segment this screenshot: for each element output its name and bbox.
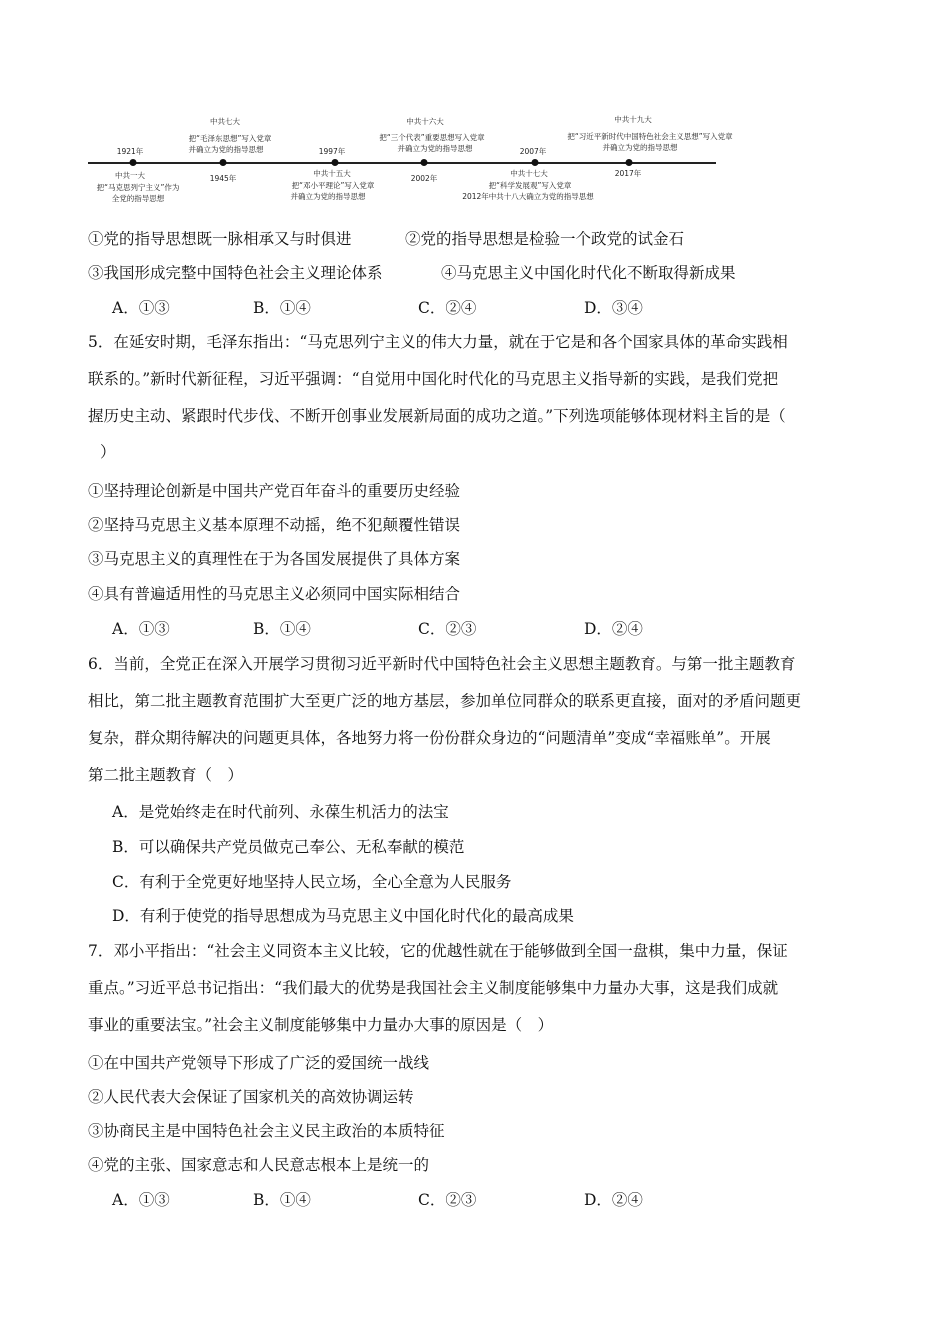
timeline-desc: 把“毛泽东思想”写入党章	[188, 134, 272, 143]
q4-option-c[interactable]: C．②④	[418, 299, 477, 317]
timeline-dot-1921	[130, 159, 137, 166]
q7-option-c[interactable]: C．②③	[418, 1191, 477, 1209]
q4-statement-3: ③我国形成完整中国特色社会主义理论体系	[88, 264, 383, 282]
q7-option-d[interactable]: D．②④	[584, 1191, 643, 1209]
timeline-desc: 把“邓小平理论”写入党章	[291, 181, 375, 190]
timeline-desc: 2012年中共十八大确立为党的指导思想	[462, 192, 594, 201]
q5-option-c[interactable]: C．②③	[418, 620, 477, 638]
q4-option-a[interactable]: A．①③	[112, 299, 170, 317]
q5-statement-4: ④具有普遍适用性的马克思主义必须同中国实际相结合	[88, 585, 461, 603]
timeline-congress: 中共十九大	[614, 115, 652, 124]
timeline-congress: 中共七大	[210, 117, 240, 126]
q4-statement-2: ②党的指导思想是检验一个政党的试金石	[405, 230, 685, 248]
q4-statement-4: ④马克思主义中国化时代化不断取得新成果	[441, 264, 736, 282]
q6-stem-line: 第二批主题教育（ ）	[88, 766, 244, 784]
timeline-dot-2007	[532, 159, 539, 166]
timeline-desc: 把“马克思列宁主义”作为	[96, 183, 180, 192]
q6-stem-line: 6．当前，全党正在深入开展学习贯彻习近平新时代中国特色社会主义思想主题教育。与第一批主题教育	[88, 655, 796, 673]
timeline-year: 2007年	[519, 147, 547, 156]
q5-option-b[interactable]: B．①④	[253, 620, 311, 638]
timeline-desc: 并确立为党的指导思想	[397, 144, 473, 153]
q7-statement-1: ①在中国共产党领导下形成了广泛的爱国统一战线	[88, 1054, 430, 1072]
timeline-figure	[0, 0, 950, 215]
q6-option-b[interactable]: B．可以确保共产党员做克己奉公、无私奉献的模范	[112, 838, 465, 856]
q7-stem-line: 事业的重要法宝。”社会主义制度能够集中力量办大事的原因是（ ）	[88, 1016, 554, 1034]
q6-stem-line: 相比，第二批主题教育范围扩大至更广泛的地方基层，参加单位同群众的联系更直接，面对的矛盾问题更	[88, 692, 802, 710]
timeline-axis	[88, 162, 716, 164]
timeline-desc: 并确立为党的指导思想	[290, 192, 366, 201]
timeline-dot-1945	[220, 159, 227, 166]
timeline-desc: 并确立为党的指导思想	[188, 145, 264, 154]
q7-statement-4: ④党的主张、国家意志和人民意志根本上是统一的	[88, 1156, 430, 1174]
q7-statement-2: ②人民代表大会保证了国家机关的高效协调运转	[88, 1088, 414, 1106]
timeline-congress: 中共十七大	[510, 169, 548, 178]
timeline-desc: 把“科学发展观”写入党章	[488, 181, 572, 190]
timeline-desc: 把“三个代表”重要思想写入党章	[379, 133, 485, 142]
timeline-year: 2002年	[410, 174, 438, 183]
timeline-dot-2017	[626, 159, 633, 166]
q6-stem-line: 复杂，群众期待解决的问题更具体，各地努力将一份份群众身边的“问题清单”变成“幸福账单”。开展	[88, 729, 771, 747]
q6-option-c[interactable]: C．有利于全党更好地坚持人民立场，全心全意为人民服务	[112, 873, 512, 891]
timeline-desc: 全党的指导思想	[111, 194, 165, 203]
q4-statement-1: ①党的指导思想既一脉相承又与时俱进	[88, 230, 352, 248]
q4-option-d[interactable]: D．③④	[584, 299, 643, 317]
timeline-year: 2017年	[614, 169, 642, 178]
q5-stem-line: 握历史主动、紧跟时代步伐、不断开创事业发展新局面的成功之道。”下列选项能够体现材料主旨的是（	[88, 407, 786, 425]
timeline-congress: 中共十六大	[406, 117, 444, 126]
q5-stem-line: ）	[100, 443, 116, 461]
q7-statement-3: ③协商民主是中国特色社会主义民主政治的本质特征	[88, 1122, 445, 1140]
q4-option-b[interactable]: B．①④	[253, 299, 311, 317]
q6-option-a[interactable]: A．是党始终走在时代前列、永葆生机活力的法宝	[112, 803, 449, 821]
q7-stem-line: 重点。”习近平总书记指出：“我们最大的优势是我国社会主义制度能够集中力量办大事，这是我们成就	[88, 979, 779, 997]
q5-stem-line: 联系的。”新时代新征程，习近平强调：“自觉用中国化时代化的马克思主义指导新的实践，是我们党把	[88, 370, 779, 388]
timeline-year: 1945年	[209, 174, 237, 183]
q5-option-d[interactable]: D．②④	[584, 620, 643, 638]
q5-statement-2: ②坚持马克思主义基本原理不动摇，绝不犯颠覆性错误	[88, 516, 461, 534]
timeline-year: 1921年	[116, 147, 144, 156]
timeline-congress: 中共一大	[115, 171, 145, 180]
q7-stem-line: 7．邓小平指出：“社会主义同资本主义比较，它的优越性就在于能够做到全国一盘棋，集中力量，保证	[88, 942, 788, 960]
timeline-year: 1997年	[318, 147, 346, 156]
q7-option-a[interactable]: A．①③	[112, 1191, 170, 1209]
q6-option-d[interactable]: D．有利于使党的指导思想成为马克思主义中国化时代化的最高成果	[112, 907, 574, 925]
q7-option-b[interactable]: B．①④	[253, 1191, 311, 1209]
q5-stem-line: 5．在延安时期，毛泽东指出：“马克思列宁主义的伟大力量，就在于它是和各个国家具体的革命实践相	[88, 333, 788, 351]
q5-option-a[interactable]: A．①③	[112, 620, 170, 638]
timeline-desc: 把“习近平新时代中国特色社会主义思想”写入党章	[567, 132, 733, 141]
q5-statement-1: ①坚持理论创新是中国共产党百年奋斗的重要历史经验	[88, 482, 461, 500]
timeline-dot-1997	[332, 159, 339, 166]
timeline-congress: 中共十五大	[313, 169, 351, 178]
timeline-dot-2002	[421, 159, 428, 166]
q5-statement-3: ③马克思主义的真理性在于为各国发展提供了具体方案	[88, 550, 461, 568]
timeline-desc: 并确立为党的指导思想	[602, 143, 678, 152]
